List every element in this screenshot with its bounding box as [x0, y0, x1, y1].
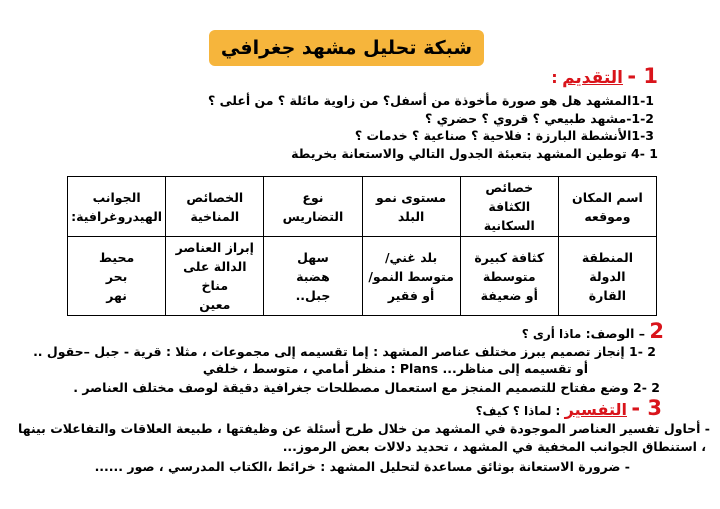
section1-number: 1 -	[627, 64, 658, 88]
table-cell: المنطقة الدولة القارة	[558, 237, 656, 316]
table-cell: كثافة كبيرة متوسطة أو ضعيفة	[460, 237, 558, 316]
section3-title: التفسير	[564, 400, 627, 419]
table-row	[68, 237, 657, 316]
section3-item-1: - أحاول تفسير العناصر الموجودة في المشهد من خلال طرح أسئلة عن وظيفتها ، طبيعة العلاقات والتفاعلات بينها	[18, 421, 710, 436]
table-cell: سهل هضبة جبل..	[264, 237, 362, 316]
table-header: مستوى نمو البلد	[362, 177, 460, 237]
section2-item-1: 2 -1 إنجاز تصميم يبرز مختلف عناصر المشهد : إما تقسيمه إلى مجموعات ، مثلا : قرية - جبل –حقول ..	[33, 344, 656, 359]
table-header: نوع التضاريس	[264, 177, 362, 237]
section1-item-2: 1-2-مشهد طبيعي ؟ قروي ؟ حضري ؟	[424, 111, 654, 126]
table-header: خصائص الكثافة السكانية	[460, 177, 558, 237]
section3-item-3: - ضرورة الاستعانة بوثائق مساعدة لتحليل المشهد : خرائط ،الكتاب المدرسي ، صور ......	[94, 459, 630, 474]
page-title-box	[209, 30, 484, 66]
section1-item-3: 1-3الأنشطة البارزة : فلاحية ؟ صناعية ؟ خدمات ؟	[354, 128, 654, 143]
section2-question: ماذا أرى ؟	[521, 327, 582, 341]
table-header: اسم المكان وموقعه	[558, 177, 656, 237]
page-title: شبكة تحليل مشهد جغرافي	[220, 37, 473, 59]
section1-item-1: 1-1المشهد هل هو صورة مأخوذة من أسفل؟ من زاوية مائلة ؟ من أعلى ؟	[208, 93, 654, 108]
section3-question: : لماذا ؟ كيف؟	[475, 404, 561, 418]
table-header-row	[68, 177, 657, 237]
table-cell: محيط بحر نهر	[68, 237, 166, 316]
section3-item-2: ، استنطاق الجوانب المخفية في المشهد ، تحديد دلالات بعض الرموز...	[282, 439, 706, 454]
table-header: الخصائص المناخية	[166, 177, 264, 237]
section1-colon: :	[551, 68, 558, 87]
section2-heading	[522, 319, 664, 343]
section2-number: 2	[649, 319, 664, 343]
table-cell: بلد غني/ متوسط النمو/ أو فقير	[362, 237, 460, 316]
section3-heading	[476, 396, 662, 420]
section1-title: التقديم	[562, 68, 623, 88]
table-cell: إبراز العناصر الدالة على مناخ معين	[166, 237, 264, 316]
section1-item-4: 1 -4 توطين المشهد بتعبئة الجدول التالي والاستعانة بخريطة	[291, 146, 658, 161]
section2-item-2: أو تقسيمه إلى مناظر... Plans : منظر أمامي ، متوسط ، خلفي	[202, 361, 588, 376]
section1-heading	[551, 64, 658, 88]
section2-item-3: 2 -2 وضع مفتاح للتصميم المنجز مع استعمال مصطلحات جغرافية دقيقة لوصف مختلف العناصر .	[73, 380, 660, 395]
table-header: الجوانب الهيدروغرافية:	[68, 177, 166, 237]
landscape-table	[67, 176, 657, 316]
section3-number: 3 -	[631, 396, 662, 420]
section2-title: – الوصف:	[585, 326, 646, 341]
